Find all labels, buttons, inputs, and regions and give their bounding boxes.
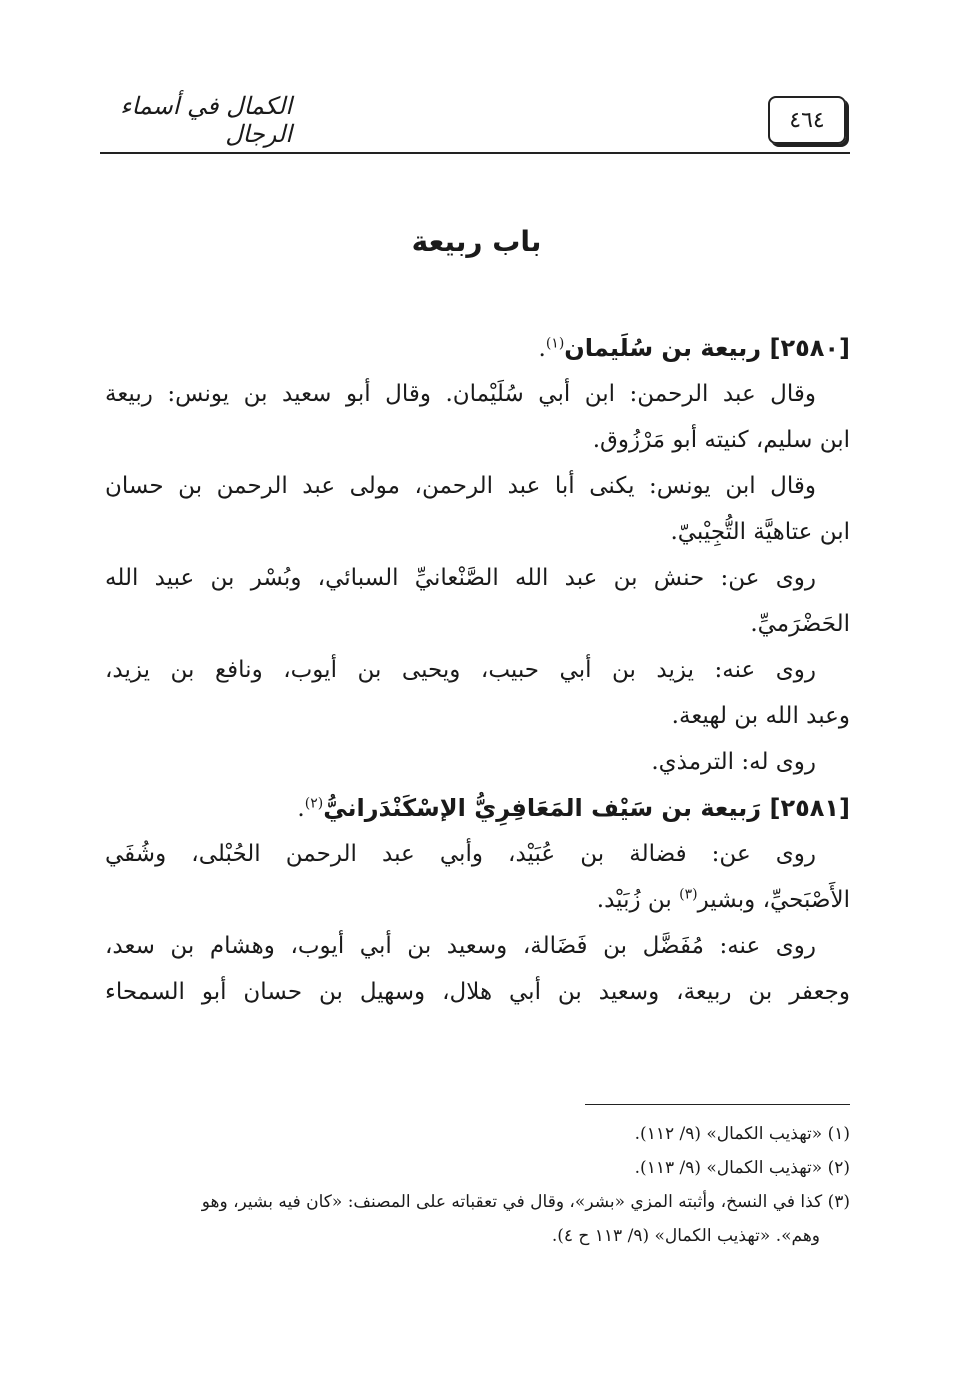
book-title-calligraphy [104,92,292,148]
text-fragment: الأَصْبَحيِّ، وبشير [697,887,850,913]
footnote-3: (٣) كذا في النسخ، وأثبته المزي «بشر»، وقال في تعقباته على المصنف: «كان فيه بشير، وهو [201,1192,850,1212]
text-line: ابن سليم، كنيته أبو مَرْزُوق. [592,427,850,453]
main-text [105,325,850,1015]
text-fragment: بن زُبَيْد. [596,887,680,913]
entry-2580-title: [٢٥٨٠] ربيعة بن سُلَيمان [564,334,850,362]
footnote-separator [585,1104,850,1105]
footnote-ref-2: (٢) [304,795,324,812]
header-rule [100,152,850,154]
page-header [100,92,850,154]
text-line: روى عنه: يزيد بن أبي حبيب، ويحيى بن أيوب، ونافع بن يزيد، [105,657,816,683]
entry-2581-heading [105,785,850,831]
footnotes [105,1117,850,1253]
text-line: روى عن: فضالة بن عُبَيْد، وأبي عبد الرحمن الحُبْلى، وشُفَي [105,841,816,867]
text-line: روى عنه: مُفَضَّل بن فَضَالة، وسعيد بن أبي أيوب، وهشام بن سعد، [105,933,816,959]
text-line: ابن عتاهيَّة التُّجِيْبيّ. [670,519,850,545]
book-title-text: الكمال في أسماء الرجال [120,92,292,148]
page-number-box [768,96,846,144]
footnote-ref-1: (١) [545,335,565,352]
footnote-ref-3: (٣) [679,886,698,903]
entry-2581-title: [٢٥٨١] رَبيعة بن سَيْف المَعَافِرِيُّ الإسْكَنْدَرانيُّ [323,794,850,822]
footnote-1: (١) «تهذيب الكمال» (٩/ ١١٢). [634,1124,850,1144]
footnote-2: (٢) «تهذيب الكمال» (٩/ ١١٣). [634,1158,850,1178]
text-line: روى عن: حنش بن عبد الله الصَّنْعانيِّ السبائي، وبُسْر بن عبيد الله [105,565,816,591]
text-line: وقال ابن يونس: يكنى أبا عبد الرحمن، مولى عبد الرحمن بن حسان [105,473,816,499]
chapter-title: باب ربيعة [411,225,542,258]
text-line [105,877,850,923]
entry-2581-end: . [297,796,305,822]
entry-2580-end: . [538,336,546,362]
text-line: روى له: الترمذي. [651,749,816,775]
text-line: الحَضْرَميِّ. [750,611,850,637]
text-line: وعبد الله بن لهيعة. [671,703,850,729]
entry-2580-heading [105,325,850,371]
text-line: وجعفر بن ربيعة، وسعيد بن أبي هلال، وسهيل بن حسان أبو السمحاء [105,979,850,1005]
text-line: وقال عبد الرحمن: ابن أبي سُلَيْمان. وقال أبو سعيد بن يونس: ربيعة [105,381,816,407]
footnote-3-continued: وهم». «تهذيب الكمال» (٩/ ١١٣ ح ٤). [551,1226,820,1246]
page-number: ٤٦٤ [789,107,825,133]
